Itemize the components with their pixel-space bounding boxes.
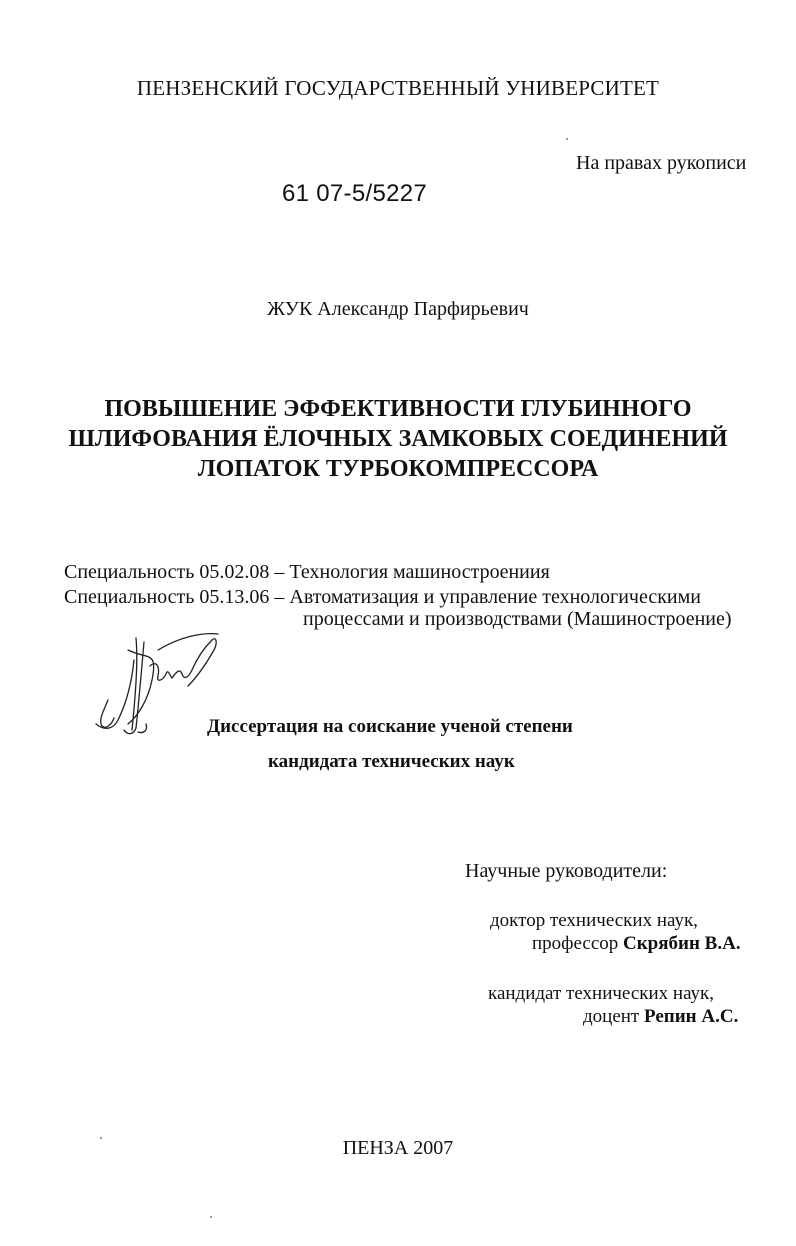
dissertation-title — [0, 394, 796, 484]
supervisor-1 — [532, 933, 741, 955]
title-line-3: ЛОПАТОК ТУРБОКОМПРЕССОРА — [197, 456, 599, 482]
title-line-2: ШЛИФОВАНИЯ ЁЛОЧНЫХ ЗАМКОВЫХ СОЕДИНЕНИЙ — [68, 426, 728, 452]
supervisors-heading: Научные руководители: — [465, 860, 668, 882]
specialty-2-continuation: процессами и производствами (Машиностроение) — [303, 608, 732, 630]
supervisor-2 — [583, 1006, 738, 1028]
supervisor-2-degree: кандидат технических наук, — [488, 983, 715, 1004]
university-name: ПЕНЗЕНСКИЙ ГОСУДАРСТВЕННЫЙ УНИВЕРСИТЕТ — [136, 76, 660, 100]
scan-speck — [210, 1216, 212, 1218]
supervisor-1-degree: доктор технических наук, — [490, 910, 698, 931]
library-stamp-number: 61 07-5/5227 — [282, 180, 428, 207]
scan-speck — [566, 138, 568, 140]
rights-note: На правах рукописи — [576, 152, 747, 174]
dissertation-degree-line-2: кандидата технических наук — [268, 751, 515, 772]
supervisor-1-title: профессор — [532, 933, 619, 954]
supervisor-2-name: Репин А.С. — [644, 1006, 739, 1027]
author-name: ЖУК Александр Парфирьевич — [267, 298, 529, 320]
title-line-1: ПОВЫШЕНИЕ ЭФФЕКТИВНОСТИ ГЛУБИННОГО — [104, 396, 692, 422]
specialty-2: Специальность 05.13.06 – Автоматизация и управление технологическими — [64, 586, 701, 608]
supervisor-2-title: доцент — [583, 1006, 640, 1027]
dissertation-degree-line-1: Диссертация на соискание ученой степени — [207, 716, 573, 737]
city-year: ПЕНЗА 2007 — [342, 1137, 454, 1159]
specialty-1: Специальность 05.02.08 – Технология машинострoениия — [64, 561, 550, 583]
supervisor-1-name: Скрябин В.А. — [623, 933, 741, 954]
scan-speck — [100, 1137, 102, 1139]
